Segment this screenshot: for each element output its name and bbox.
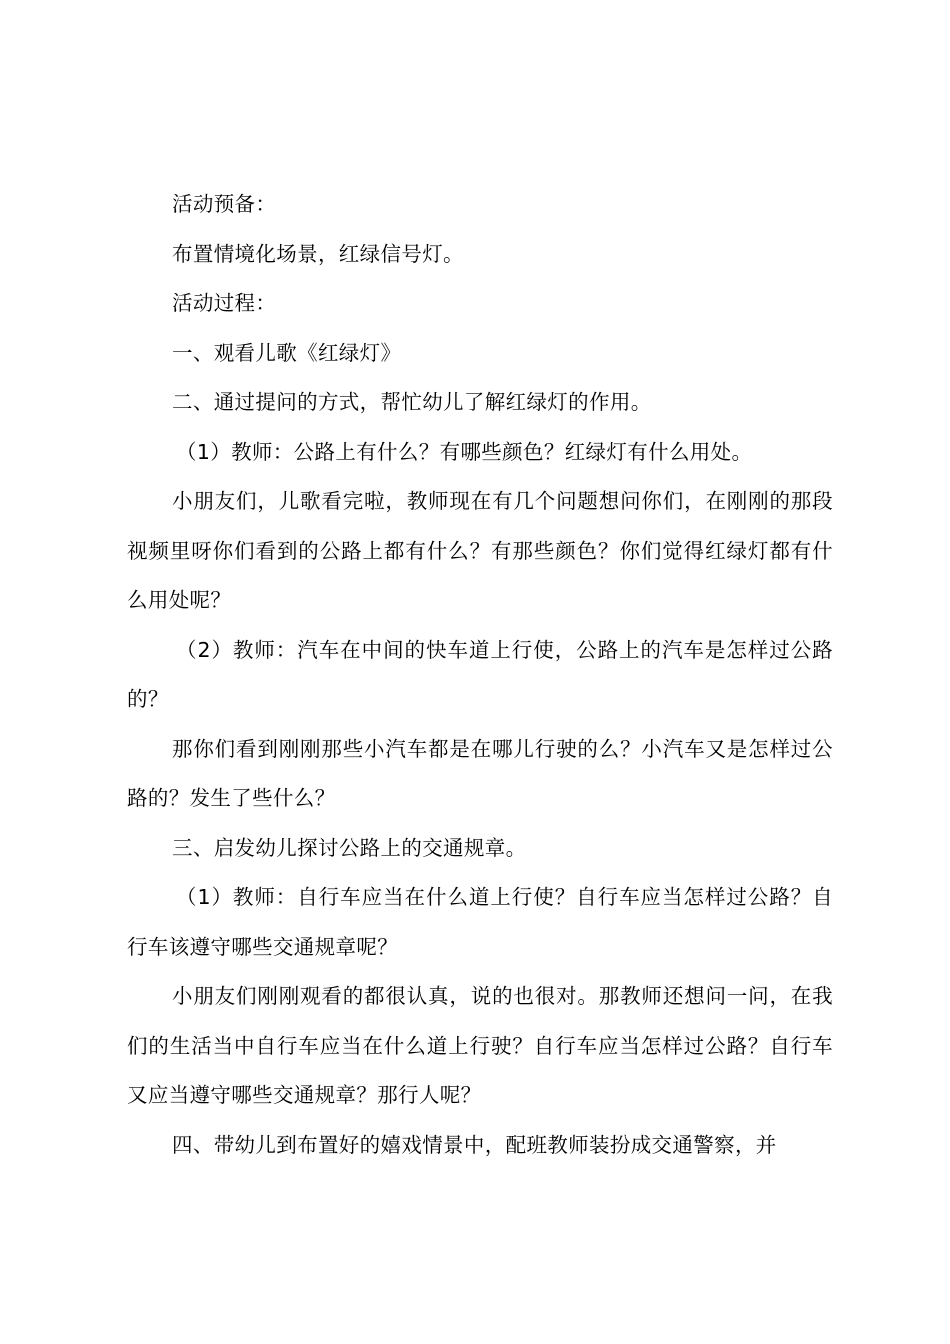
step-three: 三、启发幼儿探讨公路上的交通规章。 (172, 835, 527, 860)
paragraph-2-2-detail: 那你们看到刚刚那些小汽车都是在哪儿行驶的么？小汽车又是怎样过公路的？发生了些什么？ (127, 736, 833, 810)
document-body (127, 180, 833, 1170)
question-3-1: （1）教师：自行车应当在什么道上行使？自行车应当怎样过公路？自行车该遵守哪些交通规章呢？ (127, 885, 833, 959)
step-two: 二、通过提问的方式，帮忙幼儿了解红绿灯的作用。 (172, 390, 652, 414)
section-heading-preparation: 活动预备： (172, 192, 277, 216)
paragraph-preparation-detail: 布置情境化场景，红绿信号灯。 (172, 241, 464, 266)
question-2-1: （1）教师：公路上有什么？有哪些颜色？红绿灯有什么用处。 (176, 439, 753, 464)
section-heading-process: 活动过程： (172, 291, 277, 315)
paragraph-3-1-detail: 小朋友们刚刚观看的都很认真，说的也很对。那教师还想问一问，在我们的生活当中自行车应当在什么道上行驶？自行车应当怎样过公路？自行车又应当遵守哪些交通规章？那行人呢？ (127, 984, 833, 1107)
paragraph-2-1-detail: 小朋友们，儿歌看完啦，教师现在有几个问题想问你们，在刚刚的那段视频里呀你们看到的公路上都有什么？有那些颜色？你们觉得红绿灯都有什么用处呢？ (127, 489, 833, 612)
step-one: 一、观看儿歌《红绿灯》 (172, 340, 402, 365)
step-four: 四、带幼儿到布置好的嬉戏情景中，配班教师装扮成交通警察，并 (172, 1132, 777, 1157)
question-2-2: （2）教师：汽车在中间的快车道上行使，公路上的汽车是怎样过公路的？ (127, 637, 833, 711)
